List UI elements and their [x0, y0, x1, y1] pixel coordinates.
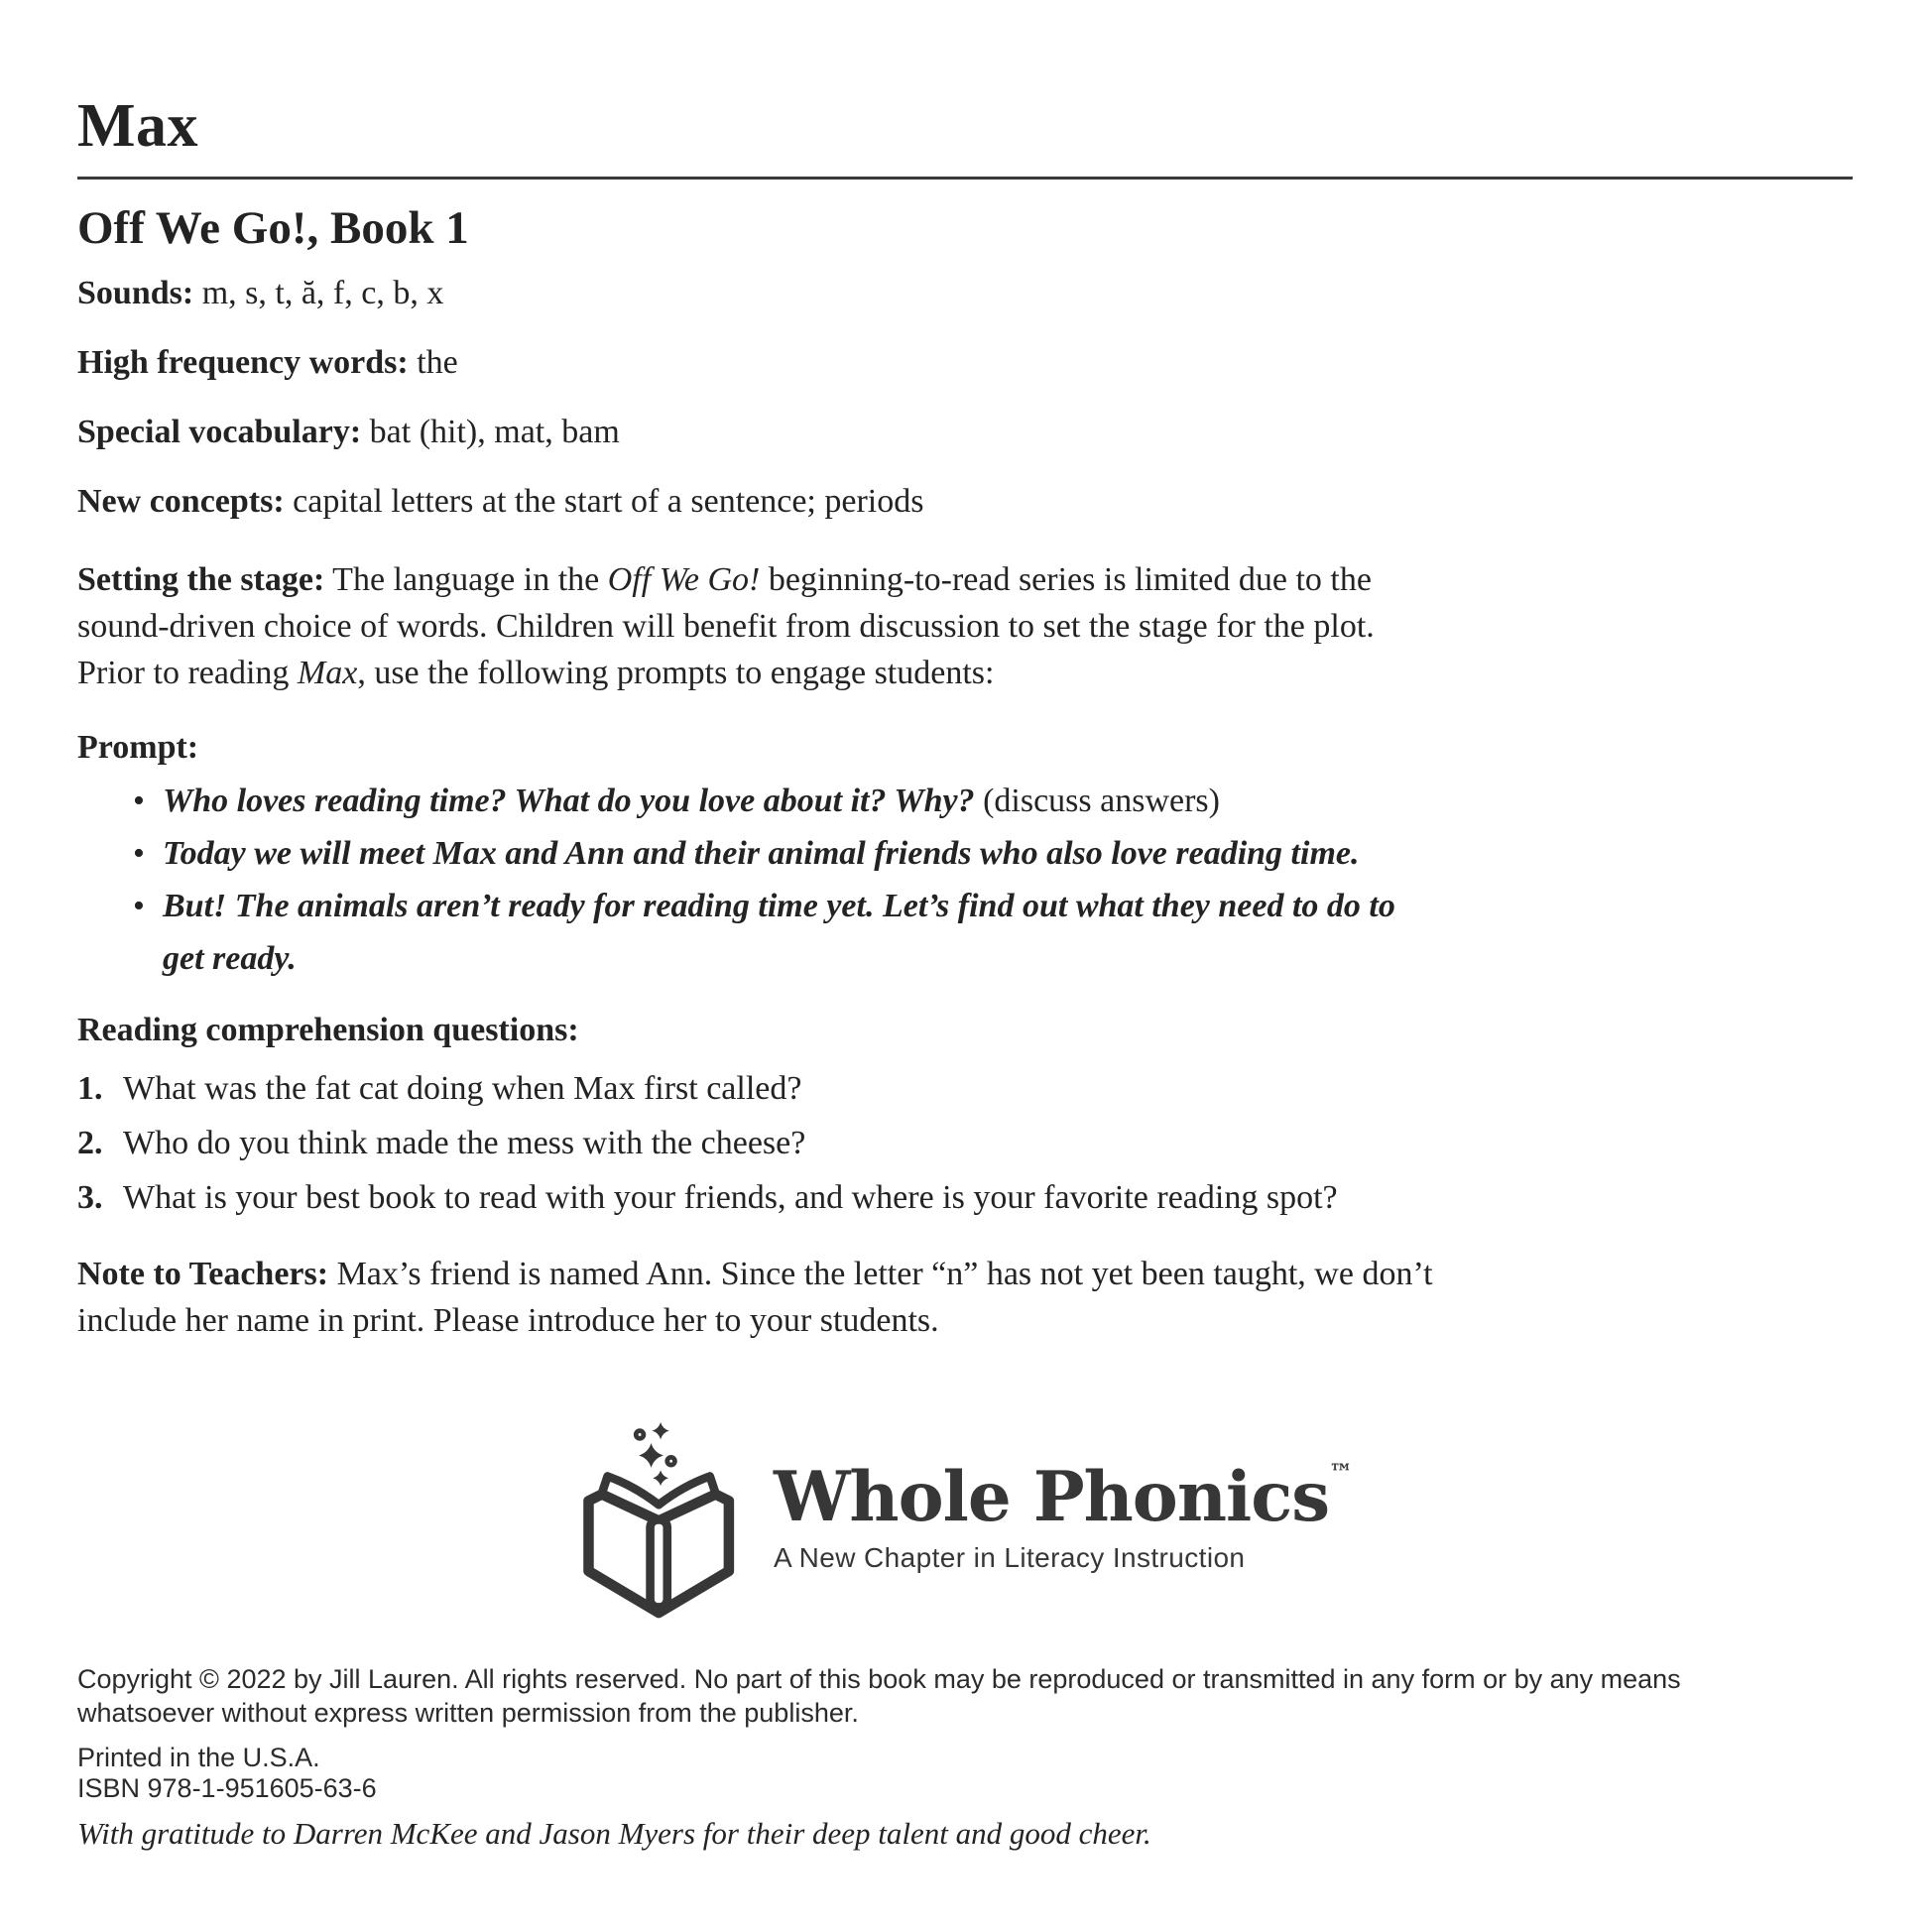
- setting-text: sound-driven choice of words. Children will benefit from discussion to set the stage for the plot.: [77, 608, 1375, 645]
- whole-phonics-logo: [577, 1417, 1353, 1621]
- prompt-list: [77, 775, 1853, 985]
- setting-text: Prior to reading: [77, 655, 298, 691]
- high-frequency-words-line: [77, 339, 1853, 386]
- question-item: [77, 1061, 1853, 1116]
- prompt-label: Prompt:: [77, 729, 199, 766]
- gratitude-line: With gratitude to Darren McKee and Jason Myers for their deep talent and good cheer.: [77, 1816, 1151, 1851]
- setting-the-stage-label: Setting the stage:: [77, 561, 325, 598]
- high-frequency-words-value: the: [408, 344, 458, 381]
- note-to-teachers-paragraph: [77, 1251, 1853, 1344]
- prompt-plain: (discuss answers): [974, 783, 1220, 819]
- note-text: include her name in print. Please introduce her to your students.: [77, 1302, 939, 1339]
- question-text: Who do you think made the mess with the cheese?: [123, 1125, 806, 1161]
- new-concepts-label: New concepts:: [77, 483, 285, 520]
- question-number: 3.: [77, 1179, 103, 1216]
- print-info: [77, 1743, 1853, 1804]
- question-number: 2.: [77, 1125, 103, 1161]
- trademark-symbol: ™: [1329, 1458, 1354, 1488]
- prompt-emphasis: get ready.: [163, 940, 297, 977]
- page-title: Max: [77, 92, 199, 160]
- book-subtitle: Off We Go!, Book 1: [77, 202, 469, 254]
- series-title-italic: Off We Go!: [607, 561, 761, 598]
- logo-text-block: [773, 1457, 1354, 1575]
- prompt-emphasis: Who loves reading time? What do you love about it? Why?: [163, 783, 975, 819]
- question-number: 1.: [77, 1070, 103, 1107]
- wordmark-text: Whole Phonics: [773, 1457, 1330, 1538]
- question-item: [77, 1116, 1853, 1170]
- new-concepts-value: capital letters at the start of a sentence; periods: [284, 483, 924, 520]
- title-rule: [77, 177, 1853, 180]
- setting-text: , use the following prompts to engage students:: [357, 655, 995, 691]
- setting-text: The language in the: [324, 561, 608, 598]
- sounds-label: Sounds:: [77, 275, 194, 311]
- footer: [77, 1662, 1853, 1852]
- high-frequency-words-label: High frequency words:: [77, 344, 409, 381]
- copyright-line: whatsoever without express written permission from the publisher.: [77, 1698, 859, 1728]
- question-text: What is your best book to read with your friends, and where is your favorite reading spot?: [123, 1179, 1338, 1216]
- copyright-line: Copyright © 2022 by Jill Lauren. All rights reserved. No part of this book may be reproduced or transmitted in any form or by any means: [77, 1664, 1681, 1694]
- special-vocabulary-label: Special vocabulary:: [77, 414, 362, 450]
- copyright-notice: [77, 1662, 1853, 1730]
- sounds-value: m, s, t, ă, f, c, b, x: [193, 275, 444, 311]
- sounds-line: [77, 270, 1853, 316]
- prompt-emphasis: Today we will meet Max and Ann and their animal friends who also love reading time.: [163, 835, 1360, 872]
- book-title-italic: Max: [297, 655, 358, 691]
- special-vocabulary-value: bat (hit), mat, bam: [361, 414, 620, 450]
- open-book-sparkles-icon: [577, 1417, 748, 1621]
- wordmark: [773, 1457, 1354, 1538]
- logo-tagline: A New Chapter in Literacy Instruction: [773, 1542, 1246, 1574]
- questions-list: [77, 1061, 1853, 1225]
- special-vocabulary-line: [77, 409, 1853, 455]
- printed-in-usa: Printed in the U.S.A.: [77, 1743, 320, 1772]
- question-item: [77, 1170, 1853, 1225]
- reading-comprehension-label: Reading comprehension questions:: [77, 1012, 579, 1048]
- prompt-item: [133, 775, 1853, 827]
- note-to-teachers-label: Note to Teachers:: [77, 1256, 329, 1292]
- question-text: What was the fat cat doing when Max first called?: [123, 1070, 802, 1107]
- prompt-item: [133, 827, 1853, 880]
- setting-text: beginning-to-read series is limited due to the: [760, 561, 1372, 598]
- note-text: Max’s friend is named Ann. Since the letter “n” has not yet been taught, we don’t: [328, 1256, 1433, 1292]
- new-concepts-line: [77, 478, 1853, 525]
- prompt-item: [133, 880, 1853, 985]
- prompt-emphasis: But! The animals aren’t ready for reading time yet. Let’s find out what they need to do to: [163, 888, 1395, 924]
- setting-the-stage-paragraph: [77, 556, 1853, 696]
- isbn: ISBN 978-1-951605-63-6: [77, 1773, 377, 1803]
